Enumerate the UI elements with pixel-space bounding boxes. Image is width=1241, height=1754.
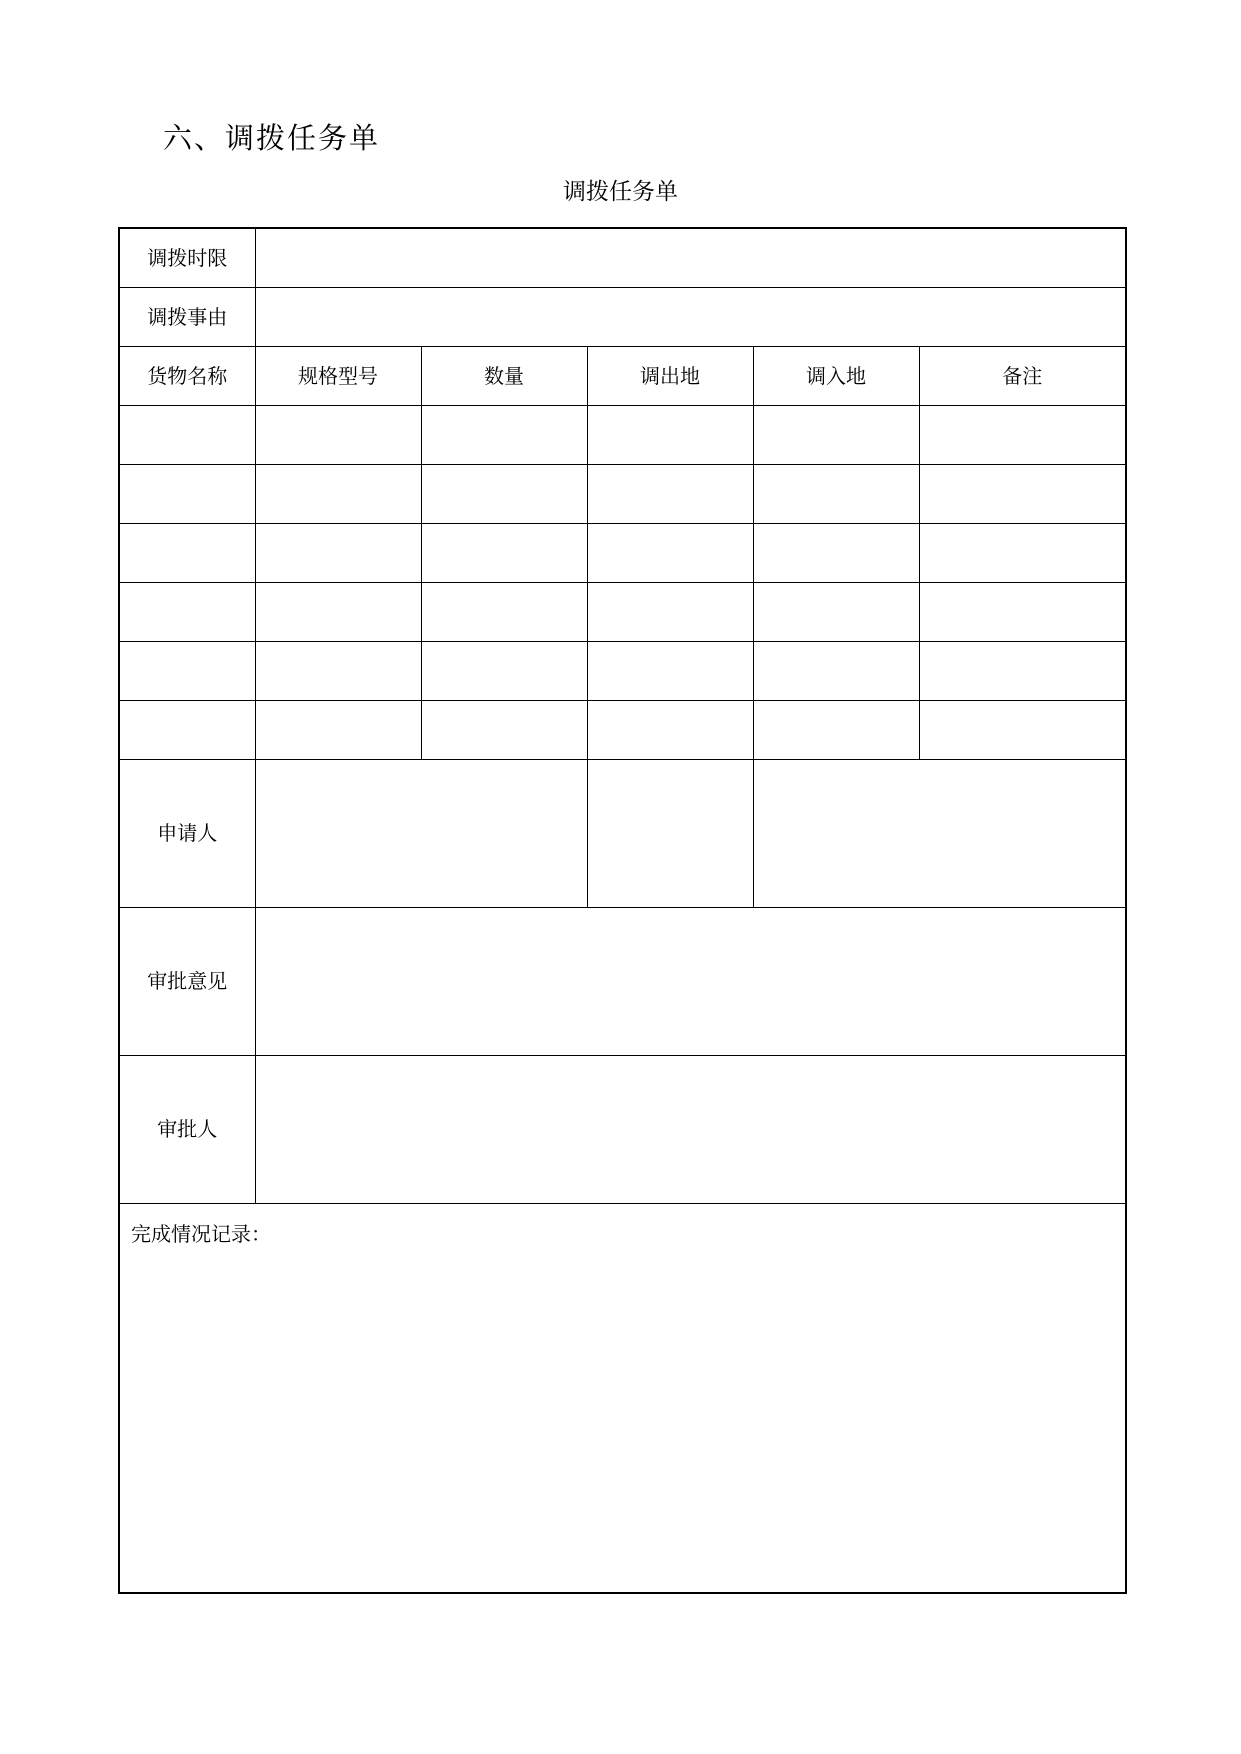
applicant-right-field[interactable] [753,759,1126,907]
form-title: 调拨任务单 [563,179,678,205]
applicant-row [119,759,1126,907]
origin-cell[interactable] [587,464,753,523]
goods-row [119,405,1126,464]
reason-label: 调拨事由 [119,287,255,346]
remarks-cell[interactable] [919,464,1126,523]
goods-name-cell[interactable] [119,582,255,641]
goods-header-row [119,346,1126,405]
header-specification: 规格型号 [255,346,421,405]
origin-cell[interactable] [587,582,753,641]
quantity-cell[interactable] [421,641,587,700]
goods-row [119,582,1126,641]
completion-record-label: 完成情况记录： [131,1221,271,1246]
approver-row [119,1055,1126,1203]
destination-cell[interactable] [753,405,919,464]
transfer-task-form [118,227,1127,1594]
goods-name-cell[interactable] [119,464,255,523]
quantity-cell[interactable] [421,405,587,464]
approver-label: 审批人 [119,1055,255,1203]
approval-opinion-label: 审批意见 [119,907,255,1055]
specification-cell[interactable] [255,641,421,700]
approval-opinion-field[interactable] [255,907,1126,1055]
header-goods-name: 货物名称 [119,346,255,405]
specification-cell[interactable] [255,523,421,582]
destination-cell[interactable] [753,464,919,523]
reason-field[interactable] [255,287,1126,346]
section-heading: 六、调拨任务单 [163,121,381,155]
goods-row [119,464,1126,523]
completion-record-field[interactable] [119,1203,1126,1593]
goods-name-cell[interactable] [119,700,255,759]
quantity-cell[interactable] [421,700,587,759]
remarks-cell[interactable] [919,523,1126,582]
origin-cell[interactable] [587,405,753,464]
header-remarks: 备注 [919,346,1126,405]
remarks-cell[interactable] [919,641,1126,700]
header-origin: 调出地 [587,346,753,405]
approval-opinion-row [119,907,1126,1055]
specification-cell[interactable] [255,700,421,759]
specification-cell[interactable] [255,464,421,523]
origin-cell[interactable] [587,641,753,700]
origin-cell[interactable] [587,700,753,759]
goods-name-cell[interactable] [119,641,255,700]
specification-cell[interactable] [255,582,421,641]
quantity-cell[interactable] [421,582,587,641]
goods-name-cell[interactable] [119,523,255,582]
approver-field[interactable] [255,1055,1126,1203]
time-limit-row [119,228,1126,287]
remarks-cell[interactable] [919,405,1126,464]
time-limit-field[interactable] [255,228,1126,287]
remarks-cell[interactable] [919,700,1126,759]
reason-row [119,287,1126,346]
applicant-name-field[interactable] [255,759,587,907]
goods-row [119,641,1126,700]
destination-cell[interactable] [753,641,919,700]
header-destination: 调入地 [753,346,919,405]
header-quantity: 数量 [421,346,587,405]
applicant-middle-field[interactable] [587,759,753,907]
goods-name-cell[interactable] [119,405,255,464]
time-limit-label: 调拨时限 [119,228,255,287]
specification-cell[interactable] [255,405,421,464]
destination-cell[interactable] [753,523,919,582]
destination-cell[interactable] [753,582,919,641]
remarks-cell[interactable] [919,582,1126,641]
applicant-label: 申请人 [119,759,255,907]
goods-row [119,700,1126,759]
goods-row [119,523,1126,582]
origin-cell[interactable] [587,523,753,582]
quantity-cell[interactable] [421,523,587,582]
destination-cell[interactable] [753,700,919,759]
quantity-cell[interactable] [421,464,587,523]
completion-record-row [119,1203,1126,1593]
